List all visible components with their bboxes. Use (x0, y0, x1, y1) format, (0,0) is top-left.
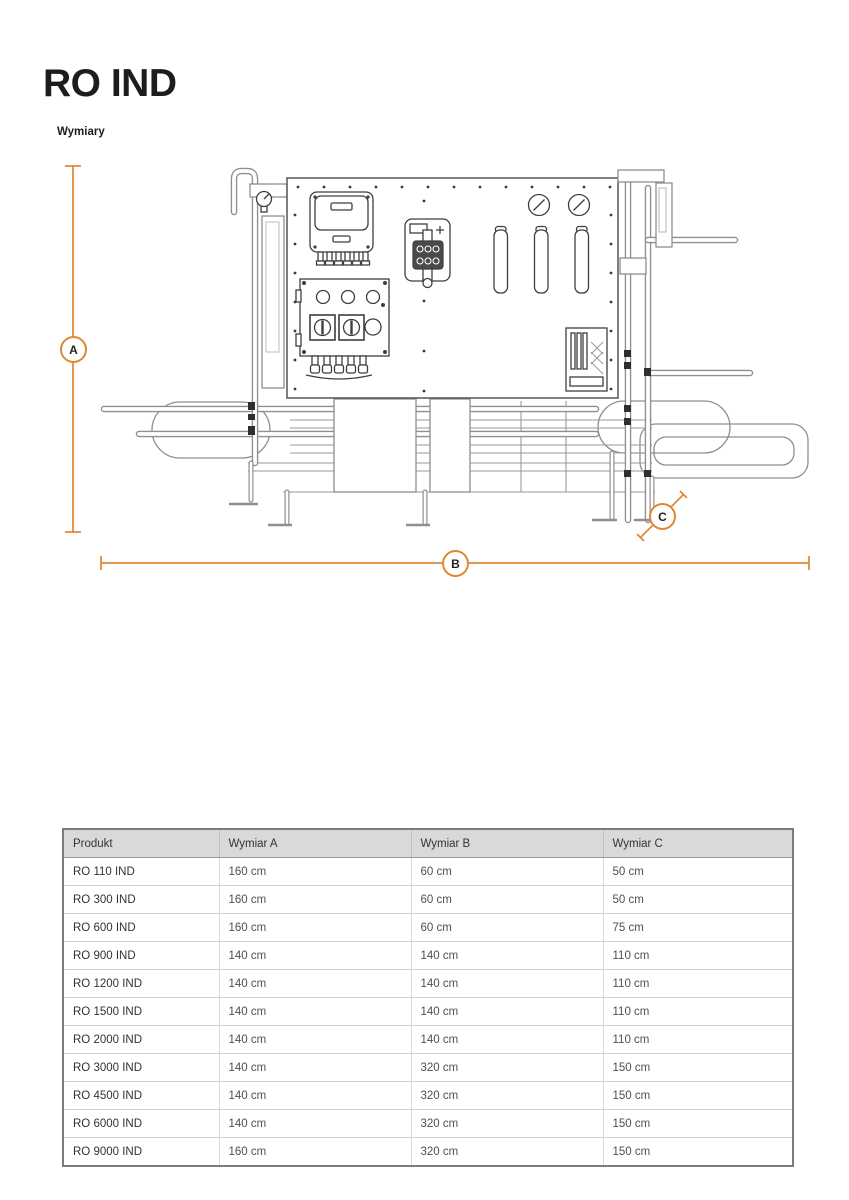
header-produkt: Produkt (63, 829, 219, 858)
dim-c-cell: 50 cm (603, 858, 793, 886)
product-cell: RO 4500 IND (63, 1082, 219, 1110)
dimensions-table (62, 828, 794, 1167)
pressure-gauge-icon (529, 195, 550, 216)
table-row (63, 858, 793, 886)
dim-a-cell: 140 cm (219, 942, 411, 970)
rotary-switch-icon (339, 315, 364, 340)
header-wymiar-b: Wymiar B (411, 829, 603, 858)
dim-c-cell: 150 cm (603, 1054, 793, 1082)
dim-c-cell: 110 cm (603, 942, 793, 970)
dimension-c-marker (649, 503, 676, 530)
dim-c-cell: 150 cm (603, 1138, 793, 1167)
dim-c-cell: 110 cm (603, 998, 793, 1026)
dim-c-cell: 150 cm (603, 1082, 793, 1110)
table-row (63, 1110, 793, 1138)
table-row (63, 1026, 793, 1054)
controller-unit (310, 192, 373, 265)
pressure-gauge-icon (569, 195, 590, 216)
dim-a-cell: 160 cm (219, 914, 411, 942)
dim-a-cell: 160 cm (219, 886, 411, 914)
section-label-wymiary: Wymiary (57, 126, 105, 138)
header-wymiar-a: Wymiar A (219, 829, 411, 858)
table-row (63, 886, 793, 914)
top-pipe-cap (618, 170, 664, 182)
product-cell: RO 110 IND (63, 858, 219, 886)
table-row (63, 942, 793, 970)
dim-a-cell: 140 cm (219, 998, 411, 1026)
dimensions-table-wrap (62, 828, 792, 1167)
dim-a-cell: 140 cm (219, 970, 411, 998)
table-header-row (63, 829, 793, 858)
vent-box (566, 328, 607, 391)
dim-b-cell: 320 cm (411, 1082, 603, 1110)
header-wymiar-c: Wymiar C (603, 829, 793, 858)
table-row (63, 998, 793, 1026)
dimension-a-marker (60, 336, 87, 363)
right-bracket (656, 183, 672, 247)
skid-box-center (334, 399, 416, 492)
page-title: RO IND (43, 62, 177, 105)
table-row (63, 1082, 793, 1110)
dim-a-cell: 140 cm (219, 1082, 411, 1110)
dim-b-cell: 60 cm (411, 914, 603, 942)
dim-c-cell: 50 cm (603, 886, 793, 914)
dim-b-cell: 320 cm (411, 1138, 603, 1167)
dimension-b-label: B (451, 556, 460, 571)
product-cell: RO 600 IND (63, 914, 219, 942)
dim-a-cell: 140 cm (219, 1110, 411, 1138)
dim-b-cell: 320 cm (411, 1110, 603, 1138)
table-row (63, 914, 793, 942)
dimension-b-marker (442, 550, 469, 577)
dim-a-cell: 160 cm (219, 1138, 411, 1167)
product-cell: RO 300 IND (63, 886, 219, 914)
dimension-a-label: A (69, 342, 78, 357)
dim-b-cell: 60 cm (411, 858, 603, 886)
product-cell: RO 900 IND (63, 942, 219, 970)
dim-a-cell: 140 cm (219, 1054, 411, 1082)
table-row (63, 970, 793, 998)
small-pressure-gauge-icon (257, 192, 272, 213)
side-panel (262, 216, 284, 388)
product-cell: RO 6000 IND (63, 1110, 219, 1138)
dimension-c-label: C (658, 509, 667, 524)
dosing-pump (405, 219, 450, 288)
dim-c-cell: 110 cm (603, 1026, 793, 1054)
right-junction-box (620, 258, 646, 274)
table-row (63, 1138, 793, 1167)
dim-b-cell: 60 cm (411, 886, 603, 914)
dim-c-cell: 150 cm (603, 1110, 793, 1138)
dim-b-cell: 140 cm (411, 1026, 603, 1054)
dim-a-cell: 140 cm (219, 1026, 411, 1054)
product-cell: RO 3000 IND (63, 1054, 219, 1082)
skid-box-right (430, 399, 470, 492)
dim-c-cell: 75 cm (603, 914, 793, 942)
product-cell: RO 9000 IND (63, 1138, 219, 1167)
dim-b-cell: 140 cm (411, 942, 603, 970)
rotary-switch-icon (310, 315, 335, 340)
product-cell: RO 2000 IND (63, 1026, 219, 1054)
dim-b-cell: 320 cm (411, 1054, 603, 1082)
dim-b-cell: 140 cm (411, 998, 603, 1026)
product-cell: RO 1200 IND (63, 970, 219, 998)
dim-b-cell: 140 cm (411, 970, 603, 998)
product-cell: RO 1500 IND (63, 998, 219, 1026)
dim-c-cell: 110 cm (603, 970, 793, 998)
table-row (63, 1054, 793, 1082)
dim-a-cell: 160 cm (219, 858, 411, 886)
